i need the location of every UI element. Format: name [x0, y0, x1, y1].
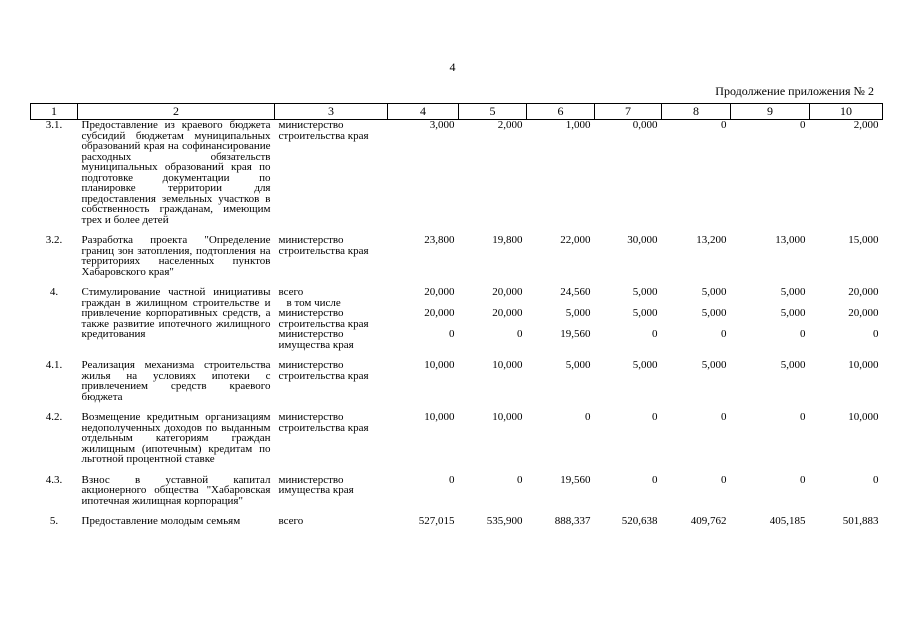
- column-header: 7: [595, 104, 662, 120]
- page-number: 4: [449, 60, 456, 74]
- funding-value: 0,000: [632, 119, 658, 131]
- funding-value: 24,560: [560, 286, 591, 298]
- column-header: 3: [275, 104, 388, 120]
- row-number: 4.: [49, 286, 59, 298]
- table-row: [31, 360, 883, 412]
- funding-value: 30,000: [627, 234, 658, 246]
- measure-description: Предоставление молодым семьям: [81, 515, 241, 527]
- funding-value: 0: [721, 411, 727, 423]
- funding-value: 20,000: [848, 286, 879, 298]
- funding-value: 5,000: [565, 359, 591, 371]
- funding-value: 0: [517, 473, 523, 486]
- funding-value: 0: [800, 473, 806, 486]
- executor: министерство строительства края: [278, 307, 369, 330]
- funding-value: 527,015: [418, 515, 455, 527]
- funding-value: 15,000: [848, 234, 879, 246]
- subtotal-label: в том числе: [286, 296, 341, 309]
- funding-value: 20,000: [424, 307, 455, 319]
- column-header: 8: [662, 104, 731, 120]
- column-header: 10: [810, 104, 883, 120]
- funding-value: 5,000: [632, 307, 658, 319]
- row-number: 3.2.: [45, 234, 63, 246]
- row-number: 4.2.: [45, 411, 63, 423]
- column-header: 5: [459, 104, 527, 120]
- funding-value: 0: [800, 411, 806, 423]
- funding-value: 2,000: [497, 119, 523, 131]
- funding-value: 0: [721, 473, 727, 486]
- funding-value: 520,638: [621, 515, 658, 527]
- funding-value: 22,000: [560, 234, 591, 246]
- table-row: [31, 120, 883, 236]
- table-row: [31, 475, 883, 517]
- funding-value: 10,000: [492, 359, 523, 371]
- funding-value: 13,200: [696, 234, 727, 246]
- funding-value: 0: [873, 473, 879, 486]
- executor: министерство строительства края: [278, 234, 369, 257]
- appendix-table: [30, 103, 883, 537]
- row-number: 4.1.: [45, 359, 63, 371]
- funding-value: 5,000: [780, 307, 806, 319]
- funding-value: 5,000: [632, 359, 658, 371]
- funding-value: 10,000: [424, 359, 455, 371]
- funding-value: 0: [721, 328, 727, 340]
- table-row: [31, 287, 883, 298]
- funding-value: 2,000: [853, 119, 879, 131]
- funding-value: 1,000: [565, 119, 591, 131]
- executor: министерство строительства края: [278, 411, 369, 434]
- funding-value: 0: [449, 328, 455, 340]
- funding-value: 5,000: [565, 307, 591, 319]
- funding-value: 10,000: [424, 411, 455, 423]
- funding-value: 19,560: [560, 328, 591, 340]
- row-number: 3.1.: [45, 119, 63, 131]
- column-header: 2: [78, 104, 275, 120]
- funding-value: 20,000: [492, 307, 523, 319]
- header-row: [31, 104, 883, 120]
- funding-value: 0: [873, 328, 879, 340]
- funding-value: 0: [800, 119, 806, 131]
- funding-value: 0: [517, 328, 523, 340]
- funding-value: 0: [721, 119, 727, 131]
- measure-description: Реализация механизма строительства жилья на условиях ипотеки с привлечением средств краевого бюджета: [81, 359, 271, 403]
- column-header: 6: [527, 104, 595, 120]
- executor: всего: [278, 515, 304, 527]
- funding-value: 409,762: [690, 515, 727, 527]
- executor: всего: [278, 286, 304, 298]
- funding-value: 0: [652, 411, 658, 423]
- funding-value: 5,000: [780, 286, 806, 298]
- funding-value: 5,000: [701, 286, 727, 298]
- funding-value: 0: [585, 411, 591, 423]
- funding-value: 0: [800, 328, 806, 340]
- table-row: [31, 235, 883, 287]
- executor: министерство строительства края: [278, 119, 369, 142]
- funding-value: 23,800: [424, 234, 455, 246]
- table-row: [31, 516, 883, 537]
- executor: министерство имущества края: [278, 473, 354, 496]
- funding-value: 10,000: [848, 359, 879, 371]
- executor: министерство строительства края: [278, 359, 369, 382]
- funding-value: 20,000: [424, 286, 455, 298]
- funding-value: 13,000: [775, 234, 806, 246]
- funding-value: 19,560: [560, 473, 591, 486]
- funding-value: 405,185: [769, 515, 806, 527]
- funding-value: 5,000: [632, 286, 658, 298]
- funding-value: 20,000: [492, 286, 523, 298]
- column-header: 4: [388, 104, 459, 120]
- measure-description: Разработка проекта "Определение границ зон затопления, подтопления на территориях населенных пунктов Хабаровского края": [81, 234, 271, 278]
- funding-value: 0: [652, 473, 658, 486]
- appendix-continuation-note: Продолжение приложения № 2: [715, 84, 874, 98]
- funding-value: 5,000: [701, 307, 727, 319]
- funding-value: 0: [652, 328, 658, 340]
- funding-value: 5,000: [780, 359, 806, 371]
- funding-value: 10,000: [848, 411, 879, 423]
- measure-description: Предоставление из краевого бюджета субсидий бюджетам муниципальных образований края на софинансирование расходных обязательств муниципальных образований края по подготовке документации по планировке территории для предоставления земельных участков в собственность гражданам, имеющим трех и более детей: [81, 119, 271, 226]
- measure-description: Взнос в уставной капитал акционерного общества "Хабаровская ипотечная жилищная корпорация": [81, 473, 271, 507]
- funding-value: 5,000: [701, 359, 727, 371]
- table-body: [31, 120, 883, 537]
- funding-value: 501,883: [842, 515, 879, 527]
- executor: министерство имущества края: [278, 328, 354, 351]
- row-number: 5.: [49, 515, 59, 527]
- funding-value: 0: [449, 473, 455, 486]
- table-row: [31, 412, 883, 475]
- column-header: 9: [731, 104, 810, 120]
- column-header: 1: [31, 104, 78, 120]
- measure-description: Возмещение кредитным организациям недополученных доходов по выданным отдельным категориям граждан жилищным (ипотечным) кредитам по льготной процентной ставке: [81, 411, 271, 465]
- funding-value: 19,800: [492, 234, 523, 246]
- funding-value: 535,900: [486, 515, 523, 527]
- funding-value: 888,337: [554, 515, 591, 527]
- funding-value: 3,000: [429, 119, 455, 131]
- funding-value: 20,000: [848, 307, 879, 319]
- funding-value: 10,000: [492, 411, 523, 423]
- row-number: 4.3.: [45, 473, 63, 486]
- measure-description: Стимулирование частной инициативы граждан в жилищном строительстве и привлечение корпоративных средств, а также развитие ипотечного жилищного кредитования: [81, 286, 271, 340]
